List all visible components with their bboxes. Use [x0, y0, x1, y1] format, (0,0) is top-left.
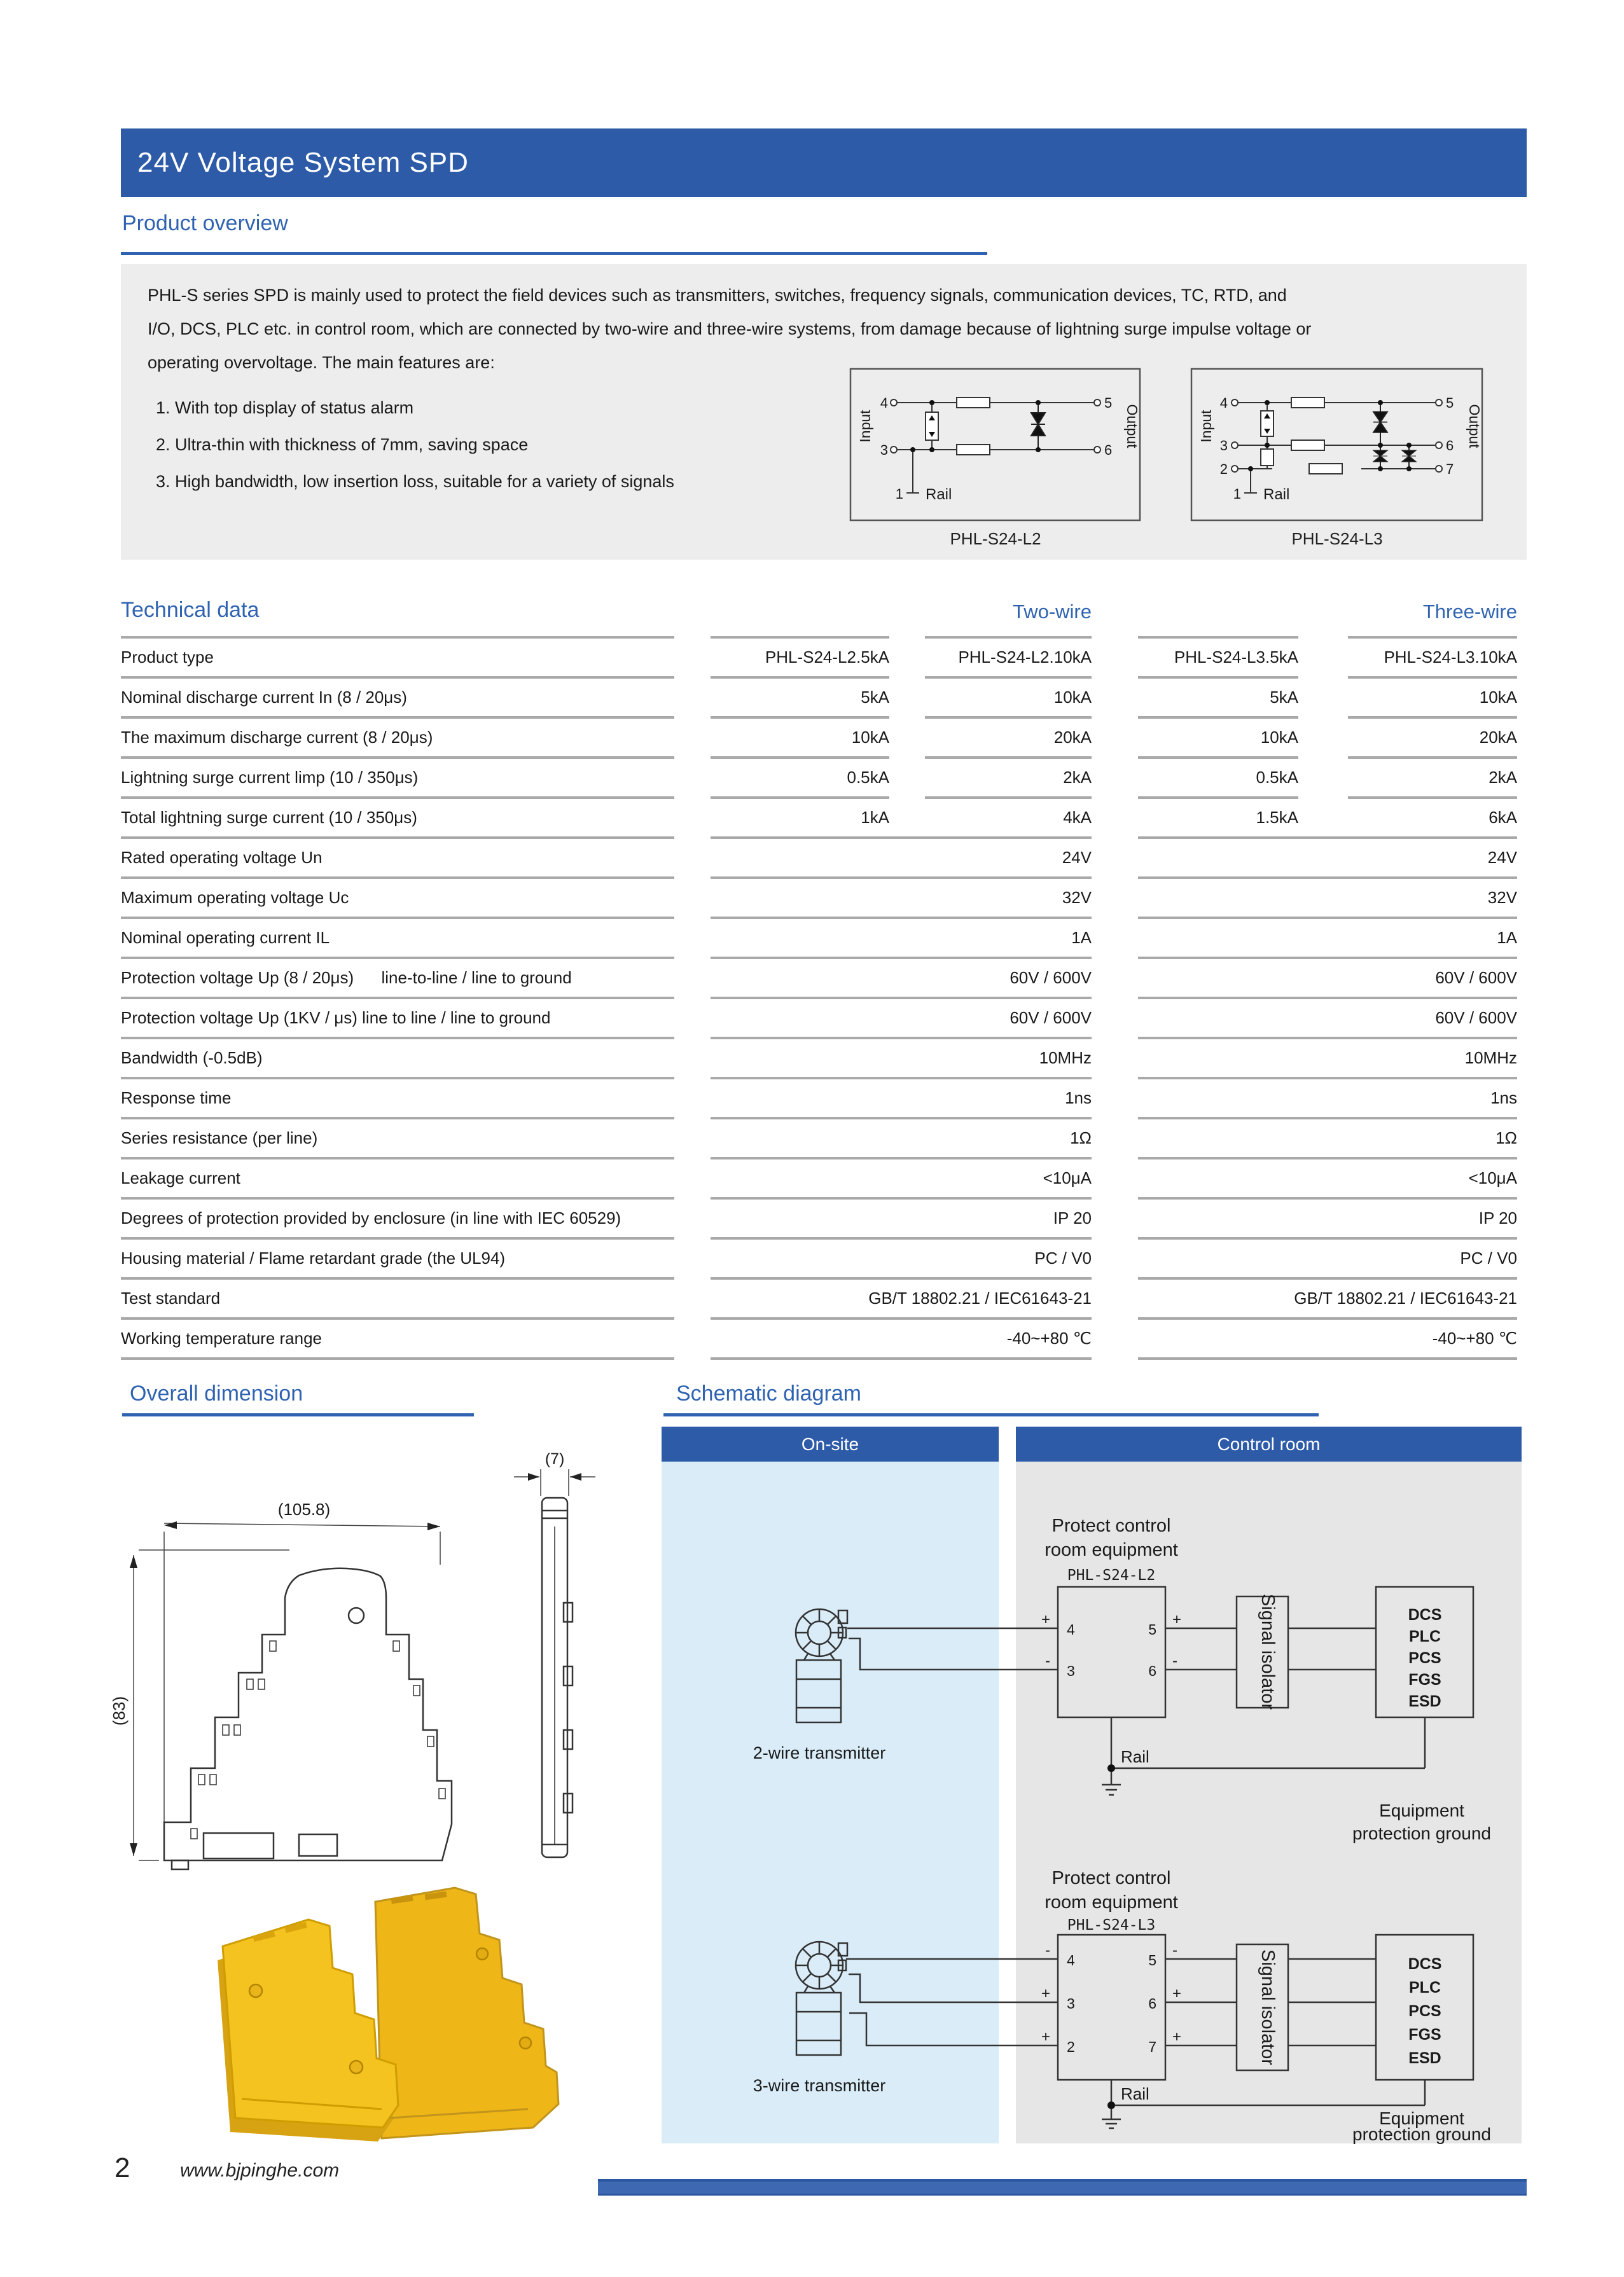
l2-rail-label: Rail — [926, 486, 952, 503]
tech-row-3 — [121, 756, 1527, 796]
tech-row-8 — [121, 957, 1527, 997]
signal-isolator-label: Signal isolator — [1258, 1593, 1278, 1710]
pin-sign: + — [1172, 1985, 1182, 2002]
equipment-item: DCS — [1408, 1606, 1442, 1624]
overview-paragraph — [148, 279, 1311, 380]
tech-cell: 1ns — [1138, 1077, 1517, 1119]
tech-row-label: Leakage current — [121, 1157, 674, 1200]
tech-cell: 10MHz — [1138, 1037, 1517, 1079]
pin-num: 6 — [1148, 1995, 1156, 2012]
onsite-panel — [662, 1462, 999, 2143]
diagram-caption-l2: PHL-S24-L2 — [950, 529, 1041, 548]
feature-item: 3. High bandwidth, low insertion loss, suitable for a variety of signals — [156, 472, 674, 491]
tech-row-7 — [121, 917, 1527, 957]
equipment-item: PLC — [1409, 1979, 1441, 1997]
border-segment — [1138, 1357, 1517, 1364]
tech-cell: 60V / 600V — [711, 997, 1092, 1039]
technical-table — [121, 636, 1527, 1361]
tech-cell: 60V / 600V — [711, 957, 1092, 999]
tech-row-17 — [121, 1317, 1527, 1357]
product-photo — [218, 1888, 559, 2142]
group-header-three-wire: Three-wire — [1422, 600, 1517, 623]
equip-ground-line1: Equipment — [1379, 1801, 1464, 1820]
tech-row-label: Response time — [121, 1077, 674, 1119]
equipment-item: PCS — [1408, 1649, 1441, 1667]
l2-pin-4: 4 — [880, 395, 888, 411]
paragraph-line: operating overvoltage. The main features are: — [148, 353, 495, 372]
l3-pin-5: 5 — [1446, 395, 1454, 411]
dimension-drawing — [109, 1450, 595, 1869]
pin-num: 2 — [1067, 2038, 1075, 2055]
tech-table-bottom-border — [121, 1357, 1527, 1361]
transmitter-label: 2-wire transmitter — [753, 1743, 886, 1762]
device-profile-terminals — [191, 1641, 445, 1839]
onsite-header — [662, 1427, 999, 1462]
l2-pin-3: 3 — [880, 442, 888, 458]
tech-row-13 — [121, 1157, 1527, 1197]
tech-cell: 1A — [711, 917, 1092, 959]
equip-ground-line1: Equipment — [1379, 2108, 1464, 2128]
pin-sign: + — [1041, 1985, 1050, 2002]
tech-cell: 1.5kA — [1138, 796, 1298, 839]
tech-cell: IP 20 — [1138, 1197, 1517, 1240]
pin-num: 3 — [1067, 1663, 1075, 1679]
feature-item: 2. Ultra-thin with thickness of 7mm, saving space — [156, 435, 529, 454]
overview-rule — [121, 252, 987, 255]
pin-sign: - — [1045, 1652, 1050, 1670]
title-bar — [121, 128, 1527, 197]
l3-pin-2: 2 — [1219, 461, 1228, 477]
tech-row-1 — [121, 676, 1527, 716]
equipment-item: ESD — [1408, 2049, 1441, 2067]
tech-cell: -40~+80 ℃ — [711, 1317, 1092, 1360]
tech-row-2 — [121, 716, 1527, 756]
tech-cell: 24V — [1138, 836, 1517, 879]
protect-label-line1: Protect control — [1051, 1868, 1171, 1888]
control-room-header-label: Control room — [1217, 1434, 1321, 1454]
tech-cell: 1kA — [711, 796, 889, 839]
pin-sign: + — [1172, 2028, 1182, 2045]
pin-sign: + — [1041, 1611, 1050, 1628]
transmitter-label: 3-wire transmitter — [753, 2076, 886, 2095]
tech-cell: 5kA — [711, 676, 889, 719]
tech-cell: 10kA — [925, 676, 1092, 719]
paragraph-line: PHL-S series SPD is mainly used to protect the field devices such as transmitters, switches, frequency signals, communication devices, TC, RTD, and — [148, 286, 1287, 305]
tech-cell: 2kA — [1348, 756, 1517, 799]
footer-bar — [598, 2179, 1527, 2196]
l3-rail-label: Rail — [1263, 486, 1290, 503]
tech-cell: 10kA — [711, 716, 889, 759]
l2-ground-pin: 1 — [895, 486, 903, 502]
schematic-rule — [663, 1413, 1319, 1416]
tech-cell: 10kA — [1138, 716, 1298, 759]
equipment-item: FGS — [1408, 1671, 1441, 1689]
schematic-heading: Schematic diagram — [676, 1381, 862, 1406]
control-room-header — [1016, 1427, 1522, 1462]
tech-cell: GB/T 18802.21 / IEC61643-21 — [1138, 1277, 1517, 1320]
tech-row-label: Nominal operating current IL — [121, 917, 674, 959]
signal-isolator-label: Signal isolator — [1258, 1949, 1278, 2066]
tech-row-label: Product type — [121, 636, 674, 679]
tech-cell: 20kA — [925, 716, 1092, 759]
tech-cell: PHL-S24-L2.10kA — [925, 636, 1092, 679]
website-url: www.bjpinghe.com — [180, 2160, 340, 2181]
protect-label-line2: room equipment — [1044, 1540, 1178, 1560]
pin-num: 4 — [1067, 1621, 1075, 1638]
overview-heading: Product overview — [122, 211, 288, 235]
spd-model-label: PHL-S24-L2 — [1067, 1567, 1156, 1584]
l2-pin-5: 5 — [1104, 395, 1113, 411]
tech-row-label: Lightning surge current limp (10 / 350μs) — [121, 756, 674, 799]
pin-num: 6 — [1148, 1663, 1156, 1679]
pin-sign: + — [1172, 1611, 1182, 1628]
equipment-item: PCS — [1408, 2002, 1441, 2020]
protect-label-line2: room equipment — [1044, 1892, 1178, 1913]
border-segment — [711, 1357, 1092, 1364]
feature-item: 1. With top display of status alarm — [156, 398, 414, 417]
tech-row-15 — [121, 1237, 1527, 1277]
equip-ground-line2: protection ground — [1352, 2124, 1491, 2144]
pin-sign: - — [1172, 1652, 1177, 1670]
tech-cell: PHL-S24-L3.10kA — [1348, 636, 1517, 679]
tech-row-label: Degrees of protection provided by enclosure (in line with IEC 60529) — [121, 1197, 674, 1240]
dim-width-label: (105.8) — [277, 1500, 331, 1519]
l3-ground-pin: 1 — [1233, 486, 1241, 502]
tech-cell: 5kA — [1138, 676, 1298, 719]
pin-num: 5 — [1148, 1621, 1156, 1638]
tech-cell: 0.5kA — [1138, 756, 1298, 799]
tech-row-5 — [121, 836, 1527, 876]
dimension-rule — [122, 1413, 474, 1416]
protect-label-line1: Protect control — [1051, 1516, 1171, 1536]
rail-label: Rail — [1121, 2084, 1149, 2103]
tech-cell: 10MHz — [711, 1037, 1092, 1079]
tech-cell: 1ns — [711, 1077, 1092, 1119]
tech-cell: GB/T 18802.21 / IEC61643-21 — [711, 1277, 1092, 1320]
l3-input-label: Input — [1198, 410, 1214, 443]
tech-row-label: Test standard — [121, 1277, 674, 1320]
page-title: 24V Voltage System SPD — [137, 147, 469, 178]
dimension-heading: Overall dimension — [130, 1381, 303, 1406]
dim-height-label: (83) — [109, 1696, 128, 1726]
tech-cell: 6kA — [1348, 796, 1517, 839]
border-segment — [121, 1357, 674, 1364]
tech-row-16 — [121, 1277, 1527, 1317]
tech-row-label: Maximum operating voltage Uc — [121, 876, 674, 919]
tech-row-10 — [121, 1037, 1527, 1077]
pin-sign: - — [1172, 1942, 1177, 1959]
tech-row-label: Protection voltage Up (1KV / μs) line to line / line to ground — [121, 997, 674, 1039]
l2-input-label: Input — [857, 410, 873, 443]
tech-cell: PC / V0 — [1138, 1237, 1517, 1280]
tech-row-label: Rated operating voltage Un — [121, 836, 674, 879]
equipment-item: ESD — [1408, 1692, 1441, 1710]
equip-ground-line2: protection ground — [1352, 1824, 1491, 1843]
tech-cell: 60V / 600V — [1138, 997, 1517, 1039]
tech-cell: <10μA — [1138, 1157, 1517, 1200]
pin-sign: - — [1045, 1942, 1050, 1959]
tech-cell: <10μA — [711, 1157, 1092, 1200]
pin-num: 5 — [1148, 1952, 1156, 1969]
tech-cell: 1Ω — [711, 1117, 1092, 1159]
l3-pin-7: 7 — [1446, 461, 1454, 477]
tech-cell: PC / V0 — [711, 1237, 1092, 1280]
device-side-view — [542, 1498, 573, 1857]
tech-cell: 1Ω — [1138, 1117, 1517, 1159]
tech-row-12 — [121, 1117, 1527, 1157]
equipment-item: DCS — [1408, 1955, 1442, 1973]
equipment-item: PLC — [1409, 1628, 1441, 1645]
diagram-caption-l3: PHL-S24-L3 — [1291, 529, 1383, 548]
feature-list — [156, 389, 674, 500]
tech-row-6 — [121, 876, 1527, 917]
tech-row-11 — [121, 1077, 1527, 1117]
tech-row-label: Protection voltage Up (8 / 20μs) line-to-line / line to ground — [121, 957, 674, 999]
tech-cell: 2kA — [925, 756, 1092, 799]
pin-sign: + — [1041, 2028, 1050, 2045]
group-header-two-wire: Two-wire — [1012, 600, 1092, 623]
tech-row-label: Series resistance (per line) — [121, 1117, 674, 1159]
tech-cell: 32V — [1138, 876, 1517, 919]
tech-cell: 60V / 600V — [1138, 957, 1517, 999]
page-number: 2 — [115, 2152, 130, 2184]
tech-row-label: The maximum discharge current (8 / 20μs) — [121, 716, 674, 759]
tech-row-9 — [121, 997, 1527, 1037]
tech-cell: 4kA — [925, 796, 1092, 839]
spd-model-label: PHL-S24-L3 — [1067, 1917, 1156, 1934]
tech-cell: IP 20 — [711, 1197, 1092, 1240]
technical-heading: Technical data — [121, 598, 260, 622]
l2-output-label: Output — [1124, 404, 1141, 448]
onsite-header-label: On-site — [801, 1434, 859, 1454]
l2-pin-6: 6 — [1104, 442, 1113, 458]
pin-num: 7 — [1148, 2038, 1156, 2055]
l3-pin-3: 3 — [1219, 438, 1228, 453]
tech-cell: PHL-S24-L2.5kA — [711, 636, 889, 679]
tech-cell: 32V — [711, 876, 1092, 919]
l3-output-label: Output — [1466, 404, 1483, 448]
tech-row-0 — [121, 636, 1527, 676]
paragraph-line: I/O, DCS, PLC etc. in control room, which are connected by two-wire and three-wire systems, from damage because of lightning surge impulse voltage or — [148, 319, 1312, 338]
tech-row-label: Bandwidth (-0.5dB) — [121, 1037, 674, 1079]
tech-cell: 20kA — [1348, 716, 1517, 759]
tech-cell: 0.5kA — [711, 756, 889, 799]
tech-cell: 24V — [711, 836, 1092, 879]
tech-cell: 1A — [1138, 917, 1517, 959]
l3-pin-4: 4 — [1219, 395, 1228, 411]
tech-row-label: Housing material / Flame retardant grade (the UL94) — [121, 1237, 674, 1280]
tech-row-label: Working temperature range — [121, 1317, 674, 1360]
control-room-panel — [1016, 1462, 1522, 2143]
rail-label: Rail — [1121, 1747, 1149, 1766]
tech-cell: PHL-S24-L3.5kA — [1138, 636, 1298, 679]
pin-num: 4 — [1067, 1952, 1075, 1969]
tech-row-label: Nominal discharge current In (8 / 20μs) — [121, 676, 674, 719]
tech-row-4 — [121, 796, 1527, 836]
tech-cell: -40~+80 ℃ — [1138, 1317, 1517, 1360]
dim-thickness-label: (7) — [545, 1450, 565, 1468]
tech-row-label: Total lightning surge current (10 / 350μs) — [121, 796, 674, 839]
l3-pin-6: 6 — [1446, 438, 1454, 453]
equipment-item: FGS — [1408, 2026, 1441, 2044]
pin-num: 3 — [1067, 1995, 1075, 2012]
device-profile — [164, 1568, 452, 1869]
tech-cell: 10kA — [1348, 676, 1517, 719]
tech-row-14 — [121, 1197, 1527, 1237]
